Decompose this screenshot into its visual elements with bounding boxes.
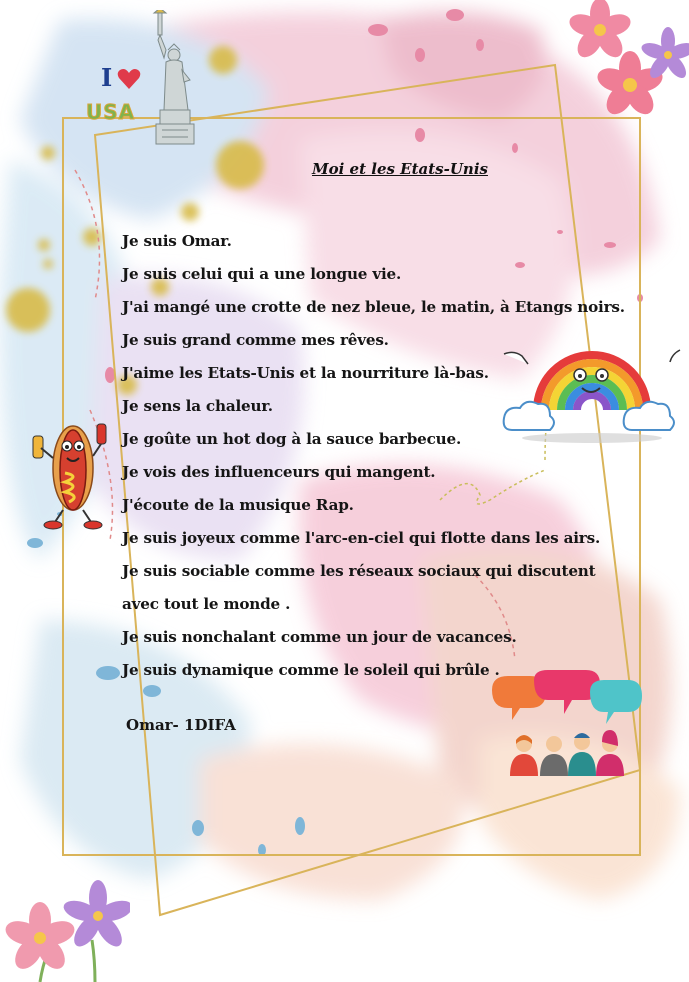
i-letter: I xyxy=(101,63,113,92)
signature: Omar- 1DIFA xyxy=(126,716,236,734)
hot-dog-icon xyxy=(25,418,115,533)
flower-icon xyxy=(560,0,689,125)
usa-text: USA xyxy=(86,100,136,124)
poem-line: Je suis nonchalant comme un jour de vacances. xyxy=(122,628,517,646)
poem-body xyxy=(122,225,642,687)
poem-line: Je suis sociable comme les réseaux sociaux qui discutent xyxy=(122,562,596,580)
poem-line: J'aime les Etats-Unis et la nourriture là-bas. xyxy=(122,364,489,382)
poem-line: Je suis celui qui a une longue vie. xyxy=(122,265,402,283)
poem-line: Je suis joyeux comme l'arc-en-ciel qui flotte dans les airs. xyxy=(122,529,601,547)
poem-line: Je suis Omar. xyxy=(122,232,232,250)
poem-line: avec tout le monde . xyxy=(122,595,291,613)
poem-line: Je vois des influenceurs qui mangent. xyxy=(122,463,436,481)
poem-line: J'écoute de la musique Rap. xyxy=(122,496,354,514)
statue-of-liberty-icon xyxy=(148,10,208,150)
flower-icon xyxy=(0,880,130,982)
poem-line: Je suis dynamique comme le soleil qui brûle . xyxy=(122,661,500,679)
poem-line: Je suis grand comme mes rêves. xyxy=(122,331,389,349)
poem-line: Je goûte un hot dog à la sauce barbecue. xyxy=(122,430,462,448)
poem-title: Moi et les Etats-Unis xyxy=(312,160,488,178)
poem-line: Je sens la chaleur. xyxy=(122,397,273,415)
heart-icon xyxy=(117,68,141,90)
poem-line: J'ai mangé une crotte de nez bleue, le matin, à Etangs noirs. xyxy=(122,298,625,316)
